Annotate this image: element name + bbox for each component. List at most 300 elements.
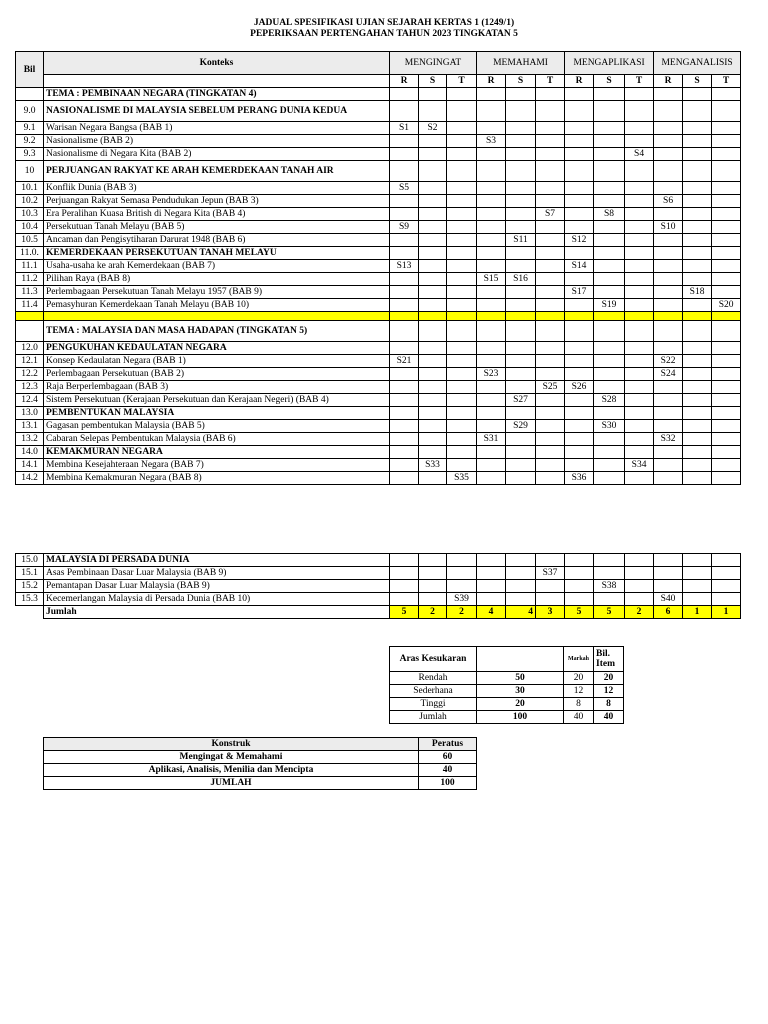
- item-cell: [506, 342, 536, 355]
- aras-cell: 20: [594, 672, 624, 685]
- row-number: 13.2: [16, 433, 44, 446]
- table-row: [16, 407, 741, 420]
- item-cell: [594, 260, 625, 273]
- aras-cell: 8: [564, 698, 594, 711]
- item-cell: [594, 355, 625, 368]
- row-context: Nasionalisme di Negara Kita (BAB 2): [44, 148, 390, 161]
- item-cell: [447, 299, 477, 312]
- table-row: [16, 221, 741, 234]
- item-cell: [625, 567, 654, 580]
- item-cell: S3: [477, 135, 506, 148]
- item-cell: [683, 342, 712, 355]
- item-cell: [447, 135, 477, 148]
- item-cell: [683, 407, 712, 420]
- item-cell: [712, 286, 741, 299]
- item-cell: [447, 182, 477, 195]
- item-cell: [506, 122, 536, 135]
- item-cell: [536, 122, 565, 135]
- item-cell: [565, 433, 594, 446]
- item-cell: [419, 273, 447, 286]
- item-cell: [712, 273, 741, 286]
- item-cell: [447, 355, 477, 368]
- item-cell: [712, 195, 741, 208]
- item-cell: [565, 195, 594, 208]
- item-cell: [390, 433, 419, 446]
- item-cell: [654, 580, 683, 593]
- item-cell: S8: [594, 208, 625, 221]
- item-cell: [712, 182, 741, 195]
- item-cell: [447, 368, 477, 381]
- aras-spacer: [624, 698, 741, 711]
- specification-table-continued: [15, 553, 741, 619]
- item-cell: [625, 394, 654, 407]
- item-cell: [565, 247, 594, 260]
- table-row: [16, 234, 741, 247]
- item-cell: [565, 420, 594, 433]
- item-cell: [536, 221, 565, 234]
- item-cell: [536, 273, 565, 286]
- item-cell: [683, 433, 712, 446]
- item-cell: [506, 135, 536, 148]
- item-cell: [447, 148, 477, 161]
- row-number: 10.2: [16, 195, 44, 208]
- aras-cell: 40: [594, 711, 624, 724]
- row-context: MALAYSIA DI PERSADA DUNIA: [44, 554, 390, 567]
- row-context: Cabaran Selepas Pembentukan Malaysia (BAB 6): [44, 433, 390, 446]
- item-cell: [477, 260, 506, 273]
- item-cell: [712, 260, 741, 273]
- item-cell: S25: [536, 381, 565, 394]
- item-cell: [390, 299, 419, 312]
- item-cell: [447, 407, 477, 420]
- item-cell: [390, 247, 419, 260]
- item-cell: [419, 420, 447, 433]
- item-cell: [477, 299, 506, 312]
- item-cell: [654, 299, 683, 312]
- item-cell: S33: [419, 459, 447, 472]
- item-cell: [536, 420, 565, 433]
- item-cell: [625, 312, 654, 321]
- table-row: [16, 446, 741, 459]
- item-cell: [625, 208, 654, 221]
- item-cell: [683, 420, 712, 433]
- aras-row: [390, 698, 741, 711]
- item-cell: [654, 182, 683, 195]
- item-cell: S32: [654, 433, 683, 446]
- item-cell: S15: [477, 273, 506, 286]
- item-cell: [390, 234, 419, 247]
- item-cell: [447, 234, 477, 247]
- item-cell: [565, 299, 594, 312]
- item-cell: [594, 221, 625, 234]
- aras-cell: 40: [564, 711, 594, 724]
- item-cell: S6: [654, 195, 683, 208]
- table-row: [16, 208, 741, 221]
- item-cell: [712, 394, 741, 407]
- item-cell: [419, 135, 447, 148]
- item-cell: [477, 88, 506, 101]
- jumlah-cell: 5: [390, 606, 419, 619]
- item-cell: [390, 342, 419, 355]
- item-cell: [506, 247, 536, 260]
- item-cell: [536, 135, 565, 148]
- item-cell: [712, 580, 741, 593]
- item-cell: [506, 299, 536, 312]
- level-sub-header: S: [506, 75, 536, 88]
- row-number: 10.4: [16, 221, 44, 234]
- item-cell: [683, 368, 712, 381]
- title-line-1: JADUAL SPESIFIKASI UJIAN SEJARAH KERTAS 1 (1249/1): [253, 18, 515, 28]
- item-cell: [447, 420, 477, 433]
- markah-header: Markah: [564, 647, 594, 672]
- item-cell: [506, 208, 536, 221]
- item-cell: S19: [594, 299, 625, 312]
- item-cell: [506, 148, 536, 161]
- level-sub-header: R: [565, 75, 594, 88]
- item-cell: [654, 148, 683, 161]
- aras-header-row: [390, 647, 741, 672]
- item-cell: [712, 420, 741, 433]
- item-cell: [447, 273, 477, 286]
- item-cell: [477, 321, 506, 342]
- item-cell: [419, 221, 447, 234]
- item-cell: [625, 321, 654, 342]
- item-cell: [565, 554, 594, 567]
- item-cell: S16: [506, 273, 536, 286]
- item-cell: [565, 161, 594, 182]
- konstruk-value: 40: [419, 764, 477, 777]
- item-cell: [683, 312, 712, 321]
- item-cell: [536, 580, 565, 593]
- item-cell: [565, 148, 594, 161]
- item-cell: [625, 286, 654, 299]
- table-row: [16, 101, 741, 122]
- jumlah-cell: 2: [419, 606, 447, 619]
- row-number: 14.0: [16, 446, 44, 459]
- item-cell: [683, 459, 712, 472]
- jumlah-cell: 2: [625, 606, 654, 619]
- item-cell: [594, 88, 625, 101]
- item-cell: [594, 554, 625, 567]
- item-cell: [565, 182, 594, 195]
- aras-cell: Rendah: [390, 672, 477, 685]
- table-row: [16, 321, 741, 342]
- item-cell: [712, 342, 741, 355]
- jumlah-cell: 4: [506, 606, 536, 619]
- aras-kesukaran-table: [389, 646, 741, 724]
- item-cell: [390, 148, 419, 161]
- item-cell: [419, 355, 447, 368]
- level-sub-header: R: [654, 75, 683, 88]
- table-row: [16, 342, 741, 355]
- table-row: [16, 286, 741, 299]
- item-cell: [447, 260, 477, 273]
- item-cell: [625, 355, 654, 368]
- item-cell: [419, 260, 447, 273]
- row-number: 12.3: [16, 381, 44, 394]
- item-cell: [477, 580, 506, 593]
- item-cell: [536, 355, 565, 368]
- item-cell: [594, 234, 625, 247]
- item-cell: [712, 148, 741, 161]
- item-cell: [419, 342, 447, 355]
- item-cell: [390, 580, 419, 593]
- item-cell: [625, 420, 654, 433]
- item-cell: [506, 221, 536, 234]
- item-cell: [390, 420, 419, 433]
- aras-spacer: [624, 685, 741, 698]
- item-cell: [654, 88, 683, 101]
- konstruk-row: [44, 764, 477, 777]
- level-sub-header: S: [594, 75, 625, 88]
- item-cell: [390, 88, 419, 101]
- item-cell: S22: [654, 355, 683, 368]
- konstruk-label: JUMLAH: [44, 777, 419, 790]
- item-cell: [477, 554, 506, 567]
- item-cell: [536, 554, 565, 567]
- item-cell: [683, 182, 712, 195]
- item-cell: S24: [654, 368, 683, 381]
- aras-cell: 20: [477, 698, 564, 711]
- row-context: [44, 312, 390, 321]
- jumlah-cell: 6: [654, 606, 683, 619]
- jumlah-cell: 4: [477, 606, 506, 619]
- item-cell: [477, 459, 506, 472]
- item-cell: S40: [654, 593, 683, 606]
- row-context: Membina Kemakmuran Negara (BAB 8): [44, 472, 390, 485]
- level-sub-header: R: [477, 75, 506, 88]
- col-konteks-header: Konteks: [44, 52, 390, 75]
- item-cell: [683, 446, 712, 459]
- item-cell: [625, 88, 654, 101]
- item-cell: [447, 433, 477, 446]
- item-cell: [594, 368, 625, 381]
- item-cell: [477, 593, 506, 606]
- konstruk-table: [43, 737, 477, 790]
- item-cell: [536, 407, 565, 420]
- row-number: 13.0: [16, 407, 44, 420]
- item-cell: [654, 407, 683, 420]
- table-row: [16, 433, 741, 446]
- item-cell: [654, 554, 683, 567]
- item-cell: [625, 407, 654, 420]
- item-cell: [419, 446, 447, 459]
- item-cell: [536, 433, 565, 446]
- item-cell: [654, 446, 683, 459]
- item-cell: [390, 195, 419, 208]
- item-cell: [654, 208, 683, 221]
- item-cell: [390, 472, 419, 485]
- table-row: [16, 554, 741, 567]
- item-cell: S37: [536, 567, 565, 580]
- item-cell: [419, 148, 447, 161]
- item-cell: [536, 593, 565, 606]
- level-sub-header: T: [625, 75, 654, 88]
- item-cell: [712, 321, 741, 342]
- item-cell: [565, 368, 594, 381]
- level-sub-header: T: [447, 75, 477, 88]
- item-cell: [390, 554, 419, 567]
- item-cell: [594, 122, 625, 135]
- item-cell: [506, 580, 536, 593]
- item-cell: [419, 433, 447, 446]
- table-row: [16, 312, 741, 321]
- jumlah-cell: 3: [536, 606, 565, 619]
- item-cell: [506, 433, 536, 446]
- row-number: 9.3: [16, 148, 44, 161]
- item-cell: [506, 161, 536, 182]
- item-cell: [477, 182, 506, 195]
- row-context: Membina Kesejahteraan Negara (BAB 7): [44, 459, 390, 472]
- item-cell: [683, 321, 712, 342]
- item-cell: [654, 273, 683, 286]
- item-cell: [419, 161, 447, 182]
- item-cell: [477, 247, 506, 260]
- item-cell: [447, 88, 477, 101]
- row-number: 11.3: [16, 286, 44, 299]
- item-cell: [654, 247, 683, 260]
- konstruk-label: Aplikasi, Analisis, Menilia dan Mencipta: [44, 764, 419, 777]
- item-cell: [594, 459, 625, 472]
- item-cell: [447, 312, 477, 321]
- row-context: PEMBENTUKAN MALAYSIA: [44, 407, 390, 420]
- item-cell: [712, 234, 741, 247]
- table-row: [16, 420, 741, 433]
- item-cell: [506, 368, 536, 381]
- row-number: 12.1: [16, 355, 44, 368]
- item-cell: [683, 273, 712, 286]
- item-cell: [419, 286, 447, 299]
- table-row: [16, 273, 741, 286]
- row-number: 11.4: [16, 299, 44, 312]
- table-row: [16, 381, 741, 394]
- item-cell: [712, 472, 741, 485]
- row-context: Perjuangan Rakyat Semasa Pendudukan Jepun (BAB 3): [44, 195, 390, 208]
- item-cell: [419, 381, 447, 394]
- item-cell: [506, 554, 536, 567]
- item-cell: [594, 286, 625, 299]
- item-cell: [390, 407, 419, 420]
- item-cell: [390, 208, 419, 221]
- table-row: [16, 580, 741, 593]
- item-cell: [712, 208, 741, 221]
- item-cell: [419, 208, 447, 221]
- item-cell: [536, 195, 565, 208]
- item-cell: S10: [654, 221, 683, 234]
- row-number: 12.2: [16, 368, 44, 381]
- row-context: Asas Pembinaan Dasar Luar Malaysia (BAB 9): [44, 567, 390, 580]
- item-cell: [477, 234, 506, 247]
- table-row: [16, 260, 741, 273]
- item-cell: [419, 472, 447, 485]
- item-cell: [654, 135, 683, 148]
- item-cell: [683, 101, 712, 122]
- item-cell: [447, 122, 477, 135]
- item-cell: [654, 312, 683, 321]
- table-row: [16, 472, 741, 485]
- item-cell: [447, 554, 477, 567]
- item-cell: [625, 221, 654, 234]
- level-sub-header: T: [712, 75, 741, 88]
- item-cell: [625, 554, 654, 567]
- item-cell: [712, 567, 741, 580]
- item-cell: [625, 195, 654, 208]
- table-row: [16, 355, 741, 368]
- konstruk-value: 60: [419, 751, 477, 764]
- item-cell: [712, 312, 741, 321]
- item-cell: [683, 381, 712, 394]
- item-cell: [390, 567, 419, 580]
- row-context: Sistem Persekutuan (Kerajaan Persekutuan dan Kerajaan Negeri) (BAB 4): [44, 394, 390, 407]
- item-cell: [390, 446, 419, 459]
- aras-row: [390, 711, 741, 724]
- item-cell: [447, 446, 477, 459]
- item-cell: [536, 394, 565, 407]
- item-cell: [536, 148, 565, 161]
- item-cell: [419, 299, 447, 312]
- aras-row: [390, 685, 741, 698]
- aras-cell: 30: [477, 685, 564, 698]
- item-cell: [477, 208, 506, 221]
- item-cell: [447, 195, 477, 208]
- row-context: Perlembagaan Persekutuan Tanah Melayu 1957 (BAB 9): [44, 286, 390, 299]
- item-cell: [683, 394, 712, 407]
- row-context: PENGUKUHAN KEDAULATAN NEGARA: [44, 342, 390, 355]
- item-cell: [683, 580, 712, 593]
- item-cell: [683, 195, 712, 208]
- col-group-mengingat: MENGINGAT: [390, 52, 477, 75]
- item-cell: [565, 459, 594, 472]
- item-cell: [390, 381, 419, 394]
- item-cell: [536, 286, 565, 299]
- item-cell: [594, 312, 625, 321]
- item-cell: [447, 381, 477, 394]
- item-cell: S4: [625, 148, 654, 161]
- item-cell: [654, 472, 683, 485]
- item-cell: [565, 101, 594, 122]
- item-cell: [683, 260, 712, 273]
- item-cell: [712, 554, 741, 567]
- item-cell: [565, 208, 594, 221]
- item-cell: [447, 221, 477, 234]
- item-cell: [594, 101, 625, 122]
- item-cell: S18: [683, 286, 712, 299]
- item-cell: [565, 273, 594, 286]
- item-cell: S29: [506, 420, 536, 433]
- item-cell: [625, 342, 654, 355]
- item-cell: [683, 161, 712, 182]
- item-cell: [506, 459, 536, 472]
- item-cell: S36: [565, 472, 594, 485]
- item-cell: [447, 161, 477, 182]
- item-cell: S35: [447, 472, 477, 485]
- item-cell: [477, 342, 506, 355]
- row-number: 10.3: [16, 208, 44, 221]
- item-cell: [419, 312, 447, 321]
- item-cell: [536, 247, 565, 260]
- item-cell: [712, 355, 741, 368]
- row-number: 10: [16, 161, 44, 182]
- item-cell: [565, 567, 594, 580]
- row-context: Era Peralihan Kuasa British di Negara Kita (BAB 4): [44, 208, 390, 221]
- spec-body-1: [16, 88, 741, 485]
- item-cell: [506, 312, 536, 321]
- item-cell: [506, 195, 536, 208]
- aras-cell: 12: [564, 685, 594, 698]
- item-cell: [712, 433, 741, 446]
- item-cell: [594, 381, 625, 394]
- item-cell: S17: [565, 286, 594, 299]
